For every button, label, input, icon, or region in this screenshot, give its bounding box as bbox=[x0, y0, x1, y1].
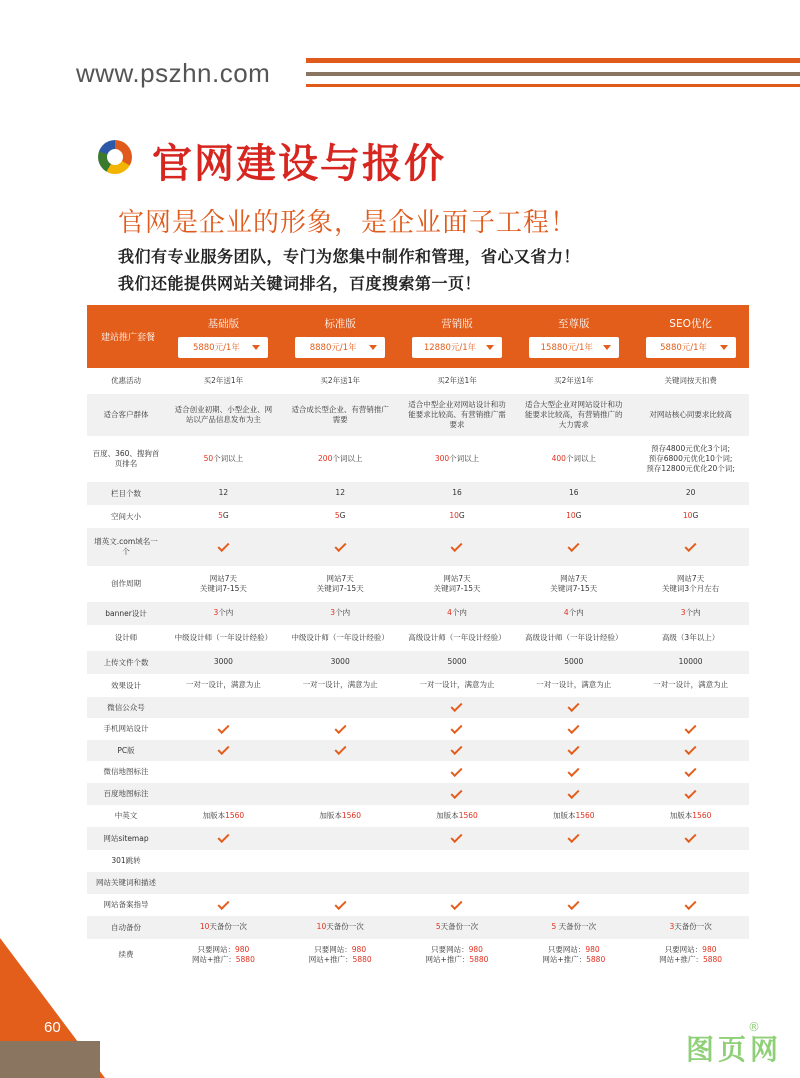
cell-number: 980 bbox=[585, 944, 600, 954]
check-icon bbox=[451, 700, 463, 712]
table-cell: 一对一设计，满意为止 bbox=[536, 680, 612, 690]
table-row bbox=[87, 939, 749, 971]
cell-line: 网站7天 bbox=[443, 573, 471, 583]
table-cell bbox=[632, 724, 749, 734]
cell-text: 网站+推广： bbox=[659, 955, 703, 964]
table-row bbox=[87, 718, 749, 740]
cell-text: 只要网站： bbox=[314, 944, 352, 954]
cell-text: 只要网站： bbox=[197, 944, 235, 954]
table-cell: 适合创业初期、小型企业、网站以产品信息发布为主 bbox=[174, 404, 273, 424]
cell-unit: G bbox=[222, 511, 229, 521]
table-cell bbox=[632, 511, 749, 521]
table-cell: 适合成长型企业、有营销推广需要 bbox=[291, 404, 389, 424]
table-cell bbox=[515, 542, 632, 552]
row-label: 百度地图标注 bbox=[103, 789, 149, 799]
cell-text: 个内 bbox=[685, 608, 701, 618]
table-cell bbox=[399, 574, 516, 594]
table-cell: 买2年送1年 bbox=[554, 375, 594, 385]
cell-line: 关键词3个月左右 bbox=[661, 584, 720, 593]
cell-number: 5880 bbox=[586, 955, 606, 964]
row-label: 设计师 bbox=[114, 633, 138, 643]
price-dropdown[interactable] bbox=[178, 337, 268, 358]
plan-name: SEO优化 bbox=[669, 317, 712, 330]
table-cell bbox=[282, 542, 399, 552]
table-cell: 中级设计师（一年设计经验） bbox=[174, 632, 273, 642]
table-cell bbox=[399, 511, 516, 521]
row-label: 微信公众号 bbox=[107, 702, 145, 712]
plan-name: 至尊版 bbox=[558, 317, 590, 330]
table-cell bbox=[399, 608, 516, 618]
table-cell bbox=[165, 454, 282, 464]
table-cell: 买2年送1年 bbox=[203, 375, 244, 385]
check-icon bbox=[685, 540, 697, 552]
table-row bbox=[87, 651, 749, 674]
table-cell bbox=[399, 789, 516, 799]
cell-text: 个内 bbox=[451, 608, 467, 618]
plan-name: 基础版 bbox=[207, 317, 240, 330]
cell-unit: G bbox=[339, 511, 346, 521]
cell-text: 天备份一次 bbox=[209, 922, 247, 932]
cell-line: 关键词7-15天 bbox=[550, 584, 598, 593]
check-icon bbox=[685, 831, 697, 843]
check-icon bbox=[334, 743, 346, 755]
table-cell: 关键词按天扣费 bbox=[664, 375, 717, 385]
row-label: 自动备份 bbox=[111, 922, 141, 932]
price-value: 15880元/1年 bbox=[540, 343, 593, 353]
table-body bbox=[87, 368, 749, 971]
check-icon bbox=[451, 743, 463, 755]
check-icon bbox=[334, 722, 346, 734]
cell-number: 200 bbox=[318, 453, 333, 463]
table-cell: 3000 bbox=[330, 657, 350, 667]
cell-text: 天备份一次 bbox=[674, 922, 712, 932]
table-cell bbox=[282, 511, 399, 521]
cell-text: 个词以上 bbox=[565, 453, 596, 463]
check-icon bbox=[334, 898, 346, 910]
table-cell: 中级设计师（一年设计经验） bbox=[291, 632, 389, 642]
seo-line: 预存4800元优化3个词; bbox=[651, 443, 731, 453]
table-cell bbox=[399, 900, 516, 910]
table-cell bbox=[632, 745, 749, 755]
table-cell: 适合大型企业对网站设计和功能要求比较高，有营销推广的大力需求 bbox=[525, 399, 623, 430]
row-label: banner设计 bbox=[105, 608, 147, 618]
table-cell bbox=[515, 833, 632, 843]
table-cell bbox=[515, 811, 632, 821]
cell-number: 3 bbox=[669, 922, 675, 932]
check-icon bbox=[685, 743, 697, 755]
row-label: PC版 bbox=[117, 745, 135, 755]
table-cell bbox=[515, 789, 632, 799]
table-cell bbox=[515, 574, 632, 594]
table-cell bbox=[399, 833, 516, 843]
table-cell bbox=[165, 745, 282, 755]
table-cell: 3000 bbox=[213, 657, 233, 667]
cell-number: 1560 bbox=[341, 810, 361, 820]
cell-number: 1560 bbox=[225, 810, 245, 820]
cell-number: 980 bbox=[702, 944, 717, 954]
table-cell bbox=[282, 745, 399, 755]
check-icon bbox=[568, 787, 580, 799]
table-cell: 高级设计师（一年设计经验） bbox=[525, 632, 623, 642]
price-value: 12880元/1年 bbox=[423, 343, 477, 353]
table-cell bbox=[515, 702, 632, 712]
table-row bbox=[87, 850, 749, 872]
row-label: 301跳转 bbox=[111, 856, 141, 866]
ring-logo-icon bbox=[98, 140, 132, 174]
cell-unit: G bbox=[692, 511, 699, 521]
row-label: 栏目个数 bbox=[111, 488, 141, 498]
table-row bbox=[87, 805, 749, 827]
table-cell: 一对一设计，满意为止 bbox=[419, 680, 495, 690]
cell-text: 网站+推广： bbox=[308, 955, 353, 964]
plan-name: 标准版 bbox=[324, 317, 356, 330]
row-label: 网站备案指导 bbox=[103, 900, 149, 910]
check-icon bbox=[451, 722, 463, 734]
table-row bbox=[87, 761, 749, 783]
cell-number: 1560 bbox=[575, 810, 595, 820]
table-cell: 对网站核心同要求比较高 bbox=[649, 409, 732, 419]
intro-line: 我们有专业服务团队，专门为您集中制作和管理，省心又省力！ bbox=[118, 247, 581, 266]
cell-number: 4 bbox=[563, 608, 569, 618]
table-cell bbox=[399, 767, 516, 777]
table-row bbox=[87, 602, 749, 625]
table-header bbox=[87, 305, 749, 368]
table-cell bbox=[632, 789, 749, 799]
pricing-table bbox=[87, 305, 749, 971]
table-cell bbox=[399, 745, 516, 755]
table-cell: 12 bbox=[218, 488, 229, 498]
cell-number: 5880 bbox=[702, 955, 723, 964]
table-cell bbox=[515, 922, 632, 932]
check-icon bbox=[451, 787, 463, 799]
table-row bbox=[87, 894, 749, 916]
price-value: 8880元/1年 bbox=[309, 343, 357, 353]
cell-number: 5880 bbox=[469, 955, 489, 964]
table-cell bbox=[632, 811, 749, 821]
table-cell bbox=[282, 724, 399, 734]
cell-number: 980 bbox=[234, 944, 250, 954]
table-cell bbox=[399, 945, 516, 965]
cell-text: 网站+推广： bbox=[542, 955, 587, 964]
table-cell: 20 bbox=[685, 488, 696, 498]
cell-number: 3 bbox=[330, 608, 336, 618]
table-row bbox=[87, 436, 749, 482]
table-cell bbox=[282, 454, 399, 464]
table-cell bbox=[632, 767, 749, 777]
table-cell bbox=[165, 811, 282, 821]
table-cell: 12 bbox=[335, 488, 345, 498]
check-icon bbox=[685, 787, 697, 799]
check-icon bbox=[685, 722, 697, 734]
page-number: 60 bbox=[44, 1019, 61, 1036]
cell-text: 天备份一次 bbox=[440, 922, 479, 932]
cell-number: 1560 bbox=[458, 810, 478, 820]
table-cell bbox=[165, 900, 282, 910]
cell-text: 个词以上 bbox=[213, 453, 244, 463]
cell-number: 10 bbox=[199, 922, 210, 932]
table-corner-label: 建站推广套餐 bbox=[100, 333, 155, 343]
cell-number: 3 bbox=[213, 608, 219, 618]
table-cell bbox=[399, 724, 516, 734]
table-row bbox=[87, 394, 749, 436]
seo-line: 预存6800元优化10个词; bbox=[648, 453, 733, 463]
table-cell: 适合中型企业对网站设计和功能要求比较高、有营销推广需要求 bbox=[408, 399, 506, 430]
row-label: 中英文 bbox=[114, 811, 138, 821]
cell-text: 个词以上 bbox=[332, 453, 363, 463]
cell-unit: G bbox=[575, 511, 582, 521]
table-row bbox=[87, 625, 749, 651]
cell-number: 10 bbox=[682, 511, 693, 521]
cell-text: 天备份一次 bbox=[326, 922, 364, 932]
price-dropdown[interactable] bbox=[412, 337, 502, 358]
cell-line: 关键词7-15天 bbox=[199, 584, 247, 593]
cell-text: 加版本 bbox=[436, 810, 459, 820]
cell-number: 10 bbox=[449, 511, 459, 521]
cell-text: 只要网站： bbox=[547, 944, 586, 954]
table-row bbox=[87, 783, 749, 805]
table-cell: 16 bbox=[569, 488, 579, 498]
check-icon bbox=[568, 765, 580, 777]
table-cell bbox=[632, 608, 749, 618]
table-cell bbox=[399, 702, 516, 712]
row-label: 手机网站设计 bbox=[103, 724, 149, 734]
table-cell bbox=[165, 542, 282, 552]
cell-number: 980 bbox=[468, 944, 483, 954]
cell-text: 加版本 bbox=[669, 810, 693, 820]
table-cell bbox=[632, 833, 749, 843]
table-cell bbox=[632, 542, 749, 552]
cell-number: 3 bbox=[680, 608, 686, 618]
row-label: 空间大小 bbox=[111, 511, 141, 521]
table-cell bbox=[515, 511, 632, 521]
table-cell bbox=[282, 900, 399, 910]
table-cell bbox=[165, 833, 282, 843]
table-cell: 一对一设计，满意为止 bbox=[185, 680, 261, 690]
price-dropdown[interactable] bbox=[529, 337, 619, 358]
header-stripe bbox=[306, 58, 800, 63]
row-label: 适合客户群体 bbox=[103, 410, 149, 420]
cell-number: 10 bbox=[316, 922, 327, 932]
cell-text: 个内 bbox=[335, 608, 351, 618]
table-cell bbox=[282, 922, 399, 932]
cell-number: 4 bbox=[447, 608, 452, 618]
watermark-logo: 图页网 bbox=[685, 1033, 782, 1066]
table-cell bbox=[515, 767, 632, 777]
check-icon bbox=[568, 831, 580, 843]
table-row bbox=[87, 505, 749, 528]
table-cell bbox=[165, 724, 282, 734]
cell-text: 天备份一次 bbox=[556, 922, 597, 932]
row-label: 网站关键词和描述 bbox=[96, 878, 156, 888]
table-row bbox=[87, 827, 749, 850]
check-icon bbox=[217, 831, 229, 843]
caret-down-icon bbox=[720, 345, 728, 350]
cell-text: 个内 bbox=[218, 608, 234, 618]
table-cell bbox=[399, 454, 516, 464]
table-cell bbox=[165, 945, 282, 965]
table-row bbox=[87, 674, 749, 697]
price-value: 5880元/1年 bbox=[192, 343, 240, 353]
caret-down-icon bbox=[369, 345, 377, 350]
page-title: 官网建设与报价 bbox=[152, 141, 446, 187]
plan-column-standard bbox=[282, 305, 399, 368]
table-row bbox=[87, 916, 749, 939]
check-icon bbox=[217, 743, 229, 755]
table-cell: 一对一设计，满意为止 bbox=[302, 680, 378, 690]
table-cell: 买2年送1年 bbox=[320, 375, 360, 385]
table-cell bbox=[515, 745, 632, 755]
table-cell: 16 bbox=[452, 488, 462, 498]
cell-number: 980 bbox=[351, 944, 367, 954]
caret-down-icon bbox=[486, 345, 494, 350]
check-icon bbox=[685, 765, 697, 777]
cell-number: 300 bbox=[434, 453, 450, 463]
row-label: 效果设计 bbox=[111, 680, 141, 690]
registered-mark: ® bbox=[748, 1020, 760, 1034]
check-icon bbox=[685, 898, 697, 910]
cell-number: 5 bbox=[334, 511, 340, 521]
table-cell bbox=[632, 574, 749, 594]
check-icon bbox=[451, 765, 463, 777]
cell-text: 加版本 bbox=[319, 810, 342, 820]
cell-number: 1560 bbox=[692, 810, 712, 820]
cell-number: 400 bbox=[551, 453, 566, 463]
check-icon bbox=[217, 722, 229, 734]
table-cell bbox=[632, 900, 749, 910]
cell-text: 只要网站： bbox=[664, 944, 703, 954]
cell-line: 关键词7-15天 bbox=[316, 584, 364, 593]
check-icon bbox=[568, 700, 580, 712]
table-cell bbox=[515, 945, 632, 965]
table-cell bbox=[515, 608, 632, 618]
cell-line: 网站7天 bbox=[560, 573, 588, 583]
cell-number: 5 bbox=[435, 922, 441, 932]
row-label: 创作周期 bbox=[111, 579, 141, 589]
cell-line: 网站7天 bbox=[209, 573, 238, 583]
cell-number: 50 bbox=[203, 453, 214, 463]
check-icon bbox=[217, 898, 229, 910]
cell-number: 5880 bbox=[235, 955, 255, 964]
row-label: 增英文.com域名一个 bbox=[94, 537, 158, 556]
check-icon bbox=[568, 898, 580, 910]
check-icon bbox=[451, 898, 463, 910]
table-cell: 高级设计师（一年设计经验） bbox=[408, 632, 506, 642]
check-icon bbox=[568, 722, 580, 734]
table-cell: 10000 bbox=[678, 657, 703, 667]
table-cell bbox=[515, 900, 632, 910]
check-icon bbox=[334, 540, 346, 552]
plan-column-marketing bbox=[399, 305, 516, 368]
table-cell bbox=[632, 922, 749, 932]
plan-column-premium bbox=[515, 305, 632, 368]
price-dropdown[interactable] bbox=[295, 337, 385, 358]
table-cell: 一对一设计，满意为止 bbox=[653, 680, 729, 690]
table-cell bbox=[632, 444, 749, 474]
intro-line: 我们还能提供网站关键词排名，百度搜索第一页！ bbox=[118, 274, 482, 293]
table-row bbox=[87, 872, 749, 894]
row-label: 百度、360、搜狗首页排名 bbox=[92, 449, 160, 468]
row-label: 上传文件个数 bbox=[103, 657, 149, 667]
table-cell bbox=[399, 811, 516, 821]
table-row bbox=[87, 740, 749, 761]
table-cell: 买2年送1年 bbox=[437, 375, 477, 385]
check-icon bbox=[451, 831, 463, 843]
plan-column-seo bbox=[632, 305, 749, 368]
table-row bbox=[87, 566, 749, 602]
cell-unit: G bbox=[458, 511, 465, 521]
table-cell bbox=[165, 574, 282, 594]
table-row bbox=[87, 528, 749, 566]
cell-number: 10 bbox=[566, 511, 576, 521]
cell-text: 个内 bbox=[568, 608, 584, 618]
table-row bbox=[87, 697, 749, 718]
check-icon bbox=[568, 540, 580, 552]
price-value: 5880元/1年 bbox=[660, 343, 708, 353]
table-row bbox=[87, 482, 749, 505]
check-icon bbox=[217, 540, 229, 552]
cell-text: 个词以上 bbox=[449, 453, 480, 463]
row-label: 网站sitemap bbox=[103, 833, 149, 843]
header-stripe bbox=[306, 72, 800, 76]
cell-text: 网站+推广： bbox=[191, 955, 236, 964]
cell-text: 网站+推广： bbox=[425, 955, 470, 964]
table-cell bbox=[282, 811, 399, 821]
cell-line: 网站7天 bbox=[326, 573, 354, 583]
check-icon bbox=[568, 743, 580, 755]
header-stripe bbox=[306, 84, 800, 87]
table-cell: 高级（3年以上） bbox=[661, 632, 720, 642]
row-label: 微信地图标注 bbox=[103, 767, 149, 777]
table-cell bbox=[282, 608, 399, 618]
table-cell bbox=[282, 945, 399, 965]
cell-text: 只要网站： bbox=[431, 944, 469, 954]
table-cell bbox=[632, 945, 749, 965]
table-cell bbox=[515, 724, 632, 734]
table-cell bbox=[165, 511, 282, 521]
table-cell bbox=[399, 542, 516, 552]
cell-number: 5880 bbox=[352, 955, 372, 964]
table-cell bbox=[399, 922, 516, 932]
cell-text: 加版本 bbox=[202, 810, 226, 820]
cell-line: 网站7天 bbox=[676, 573, 705, 583]
cell-number: 5 bbox=[551, 922, 557, 932]
table-cell bbox=[165, 608, 282, 618]
seo-line: 预存12800元优化20个词; bbox=[646, 464, 735, 474]
check-icon bbox=[451, 540, 463, 552]
caret-down-icon bbox=[252, 345, 260, 350]
cell-text: 加版本 bbox=[552, 810, 576, 820]
page-subtitle: 官网是企业的形象，是企业面子工程！ bbox=[118, 208, 578, 238]
table-cell: 5000 bbox=[564, 657, 584, 667]
price-dropdown[interactable] bbox=[646, 337, 736, 358]
plan-column-basic bbox=[165, 305, 282, 368]
table-row bbox=[87, 368, 749, 394]
corner-band bbox=[0, 1041, 100, 1078]
table-cell: 5000 bbox=[447, 657, 467, 667]
caret-down-icon bbox=[603, 345, 611, 350]
row-label: 优惠活动 bbox=[111, 376, 141, 386]
table-cell bbox=[282, 574, 399, 594]
cell-number: 5 bbox=[218, 511, 223, 521]
row-label: 续费 bbox=[118, 950, 134, 960]
table-cell bbox=[165, 922, 282, 932]
plan-name: 营销版 bbox=[441, 317, 473, 330]
table-cell bbox=[515, 454, 632, 464]
site-url: www.pszhn.com bbox=[76, 58, 271, 88]
cell-line: 关键词7-15天 bbox=[433, 584, 481, 593]
